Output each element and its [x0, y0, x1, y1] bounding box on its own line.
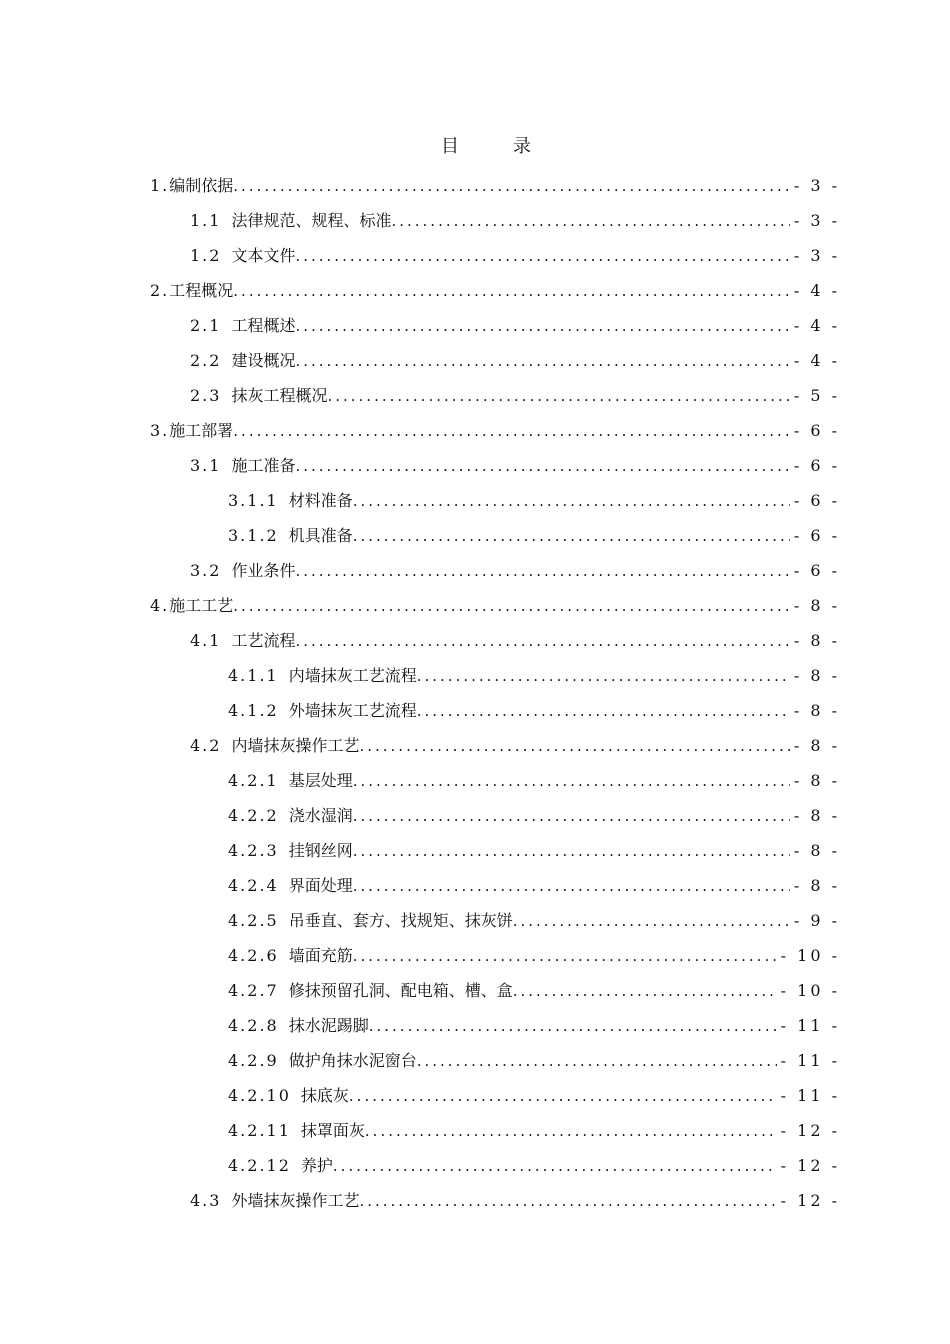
toc-entry-title: 工程概述 — [231, 316, 296, 335]
toc-entry-number: 2. — [150, 281, 170, 300]
toc-leader-dots — [349, 1079, 777, 1114]
toc-entry-number: 4.1 — [190, 631, 222, 650]
toc-entry-title: 作业条件 — [231, 561, 296, 580]
toc-leader-dots — [353, 764, 790, 799]
toc-entry[interactable] — [150, 378, 840, 413]
toc-entry-number: 4.2 — [190, 736, 222, 755]
toc-entry-title: 机具准备 — [288, 526, 353, 545]
toc-entry-page-number: - 11 - — [780, 1051, 840, 1070]
toc-entry-number: 3. — [150, 421, 170, 440]
toc-entry-number: 4.2.6 — [228, 946, 279, 965]
toc-leader-dots — [417, 659, 790, 694]
toc-entry-number: 1.2 — [190, 246, 222, 265]
toc-entry-title: 文本文件 — [231, 246, 296, 265]
toc-leader-dots — [353, 484, 790, 519]
toc-entry-title: 养护 — [300, 1156, 333, 1175]
toc-leader-dots — [233, 169, 790, 204]
toc-entry-number: 4.2.4 — [228, 876, 279, 895]
toc-entry-page-number: - 6 - — [793, 561, 840, 580]
toc-entry-title: 建设概况 — [231, 351, 296, 370]
toc-entry-number: 4.2.10 — [228, 1086, 291, 1105]
toc-entry-number: 4.2.7 — [228, 981, 279, 1000]
toc-entry-page-number: - 3 - — [793, 211, 840, 230]
toc-entry[interactable] — [150, 343, 840, 378]
toc-entry-page-number: - 5 - — [793, 386, 840, 405]
toc-entry-title: 界面处理 — [288, 876, 353, 895]
toc-entry[interactable] — [150, 448, 840, 483]
toc-entry-title: 工艺流程 — [231, 631, 296, 650]
toc-entry-page-number: - 9 - — [793, 911, 840, 930]
toc-entry-title: 修抹预留孔洞、配电箱、槽、盒 — [288, 981, 513, 1000]
toc-leader-dots — [295, 239, 789, 274]
toc-leader-dots — [353, 939, 777, 974]
toc-entry-number: 4.2.12 — [228, 1156, 291, 1175]
toc-leader-dots — [295, 554, 789, 589]
toc-entry-page-number: - 11 - — [780, 1016, 840, 1035]
toc-leader-dots — [353, 834, 790, 869]
toc-leader-dots — [327, 379, 789, 414]
toc-leader-dots — [417, 694, 790, 729]
toc-entry[interactable] — [150, 1078, 840, 1113]
toc-entry-number: 4.2.1 — [228, 771, 279, 790]
toc-leader-dots — [513, 974, 777, 1009]
toc-entry[interactable] — [150, 1113, 840, 1148]
toc-entry-title: 抹水泥踢脚 — [288, 1016, 369, 1035]
toc-entry[interactable] — [150, 728, 840, 763]
toc-leader-dots — [369, 1009, 777, 1044]
toc-entry-title: 抹底灰 — [300, 1086, 349, 1105]
toc-entry-title: 内墙抹灰操作工艺 — [231, 736, 360, 755]
table-of-contents — [150, 168, 840, 1218]
toc-entry-page-number: - 10 - — [780, 981, 840, 1000]
toc-entry-title: 浇水湿润 — [288, 806, 353, 825]
toc-entry-title: 编制依据 — [169, 176, 234, 195]
toc-entry-page-number: - 12 - — [780, 1156, 840, 1175]
toc-entry[interactable] — [150, 623, 840, 658]
toc-entry-title: 外墙抹灰工艺流程 — [288, 701, 417, 720]
toc-entry-page-number: - 8 - — [793, 666, 840, 685]
toc-leader-dots — [353, 869, 790, 904]
toc-leader-dots — [233, 414, 790, 449]
toc-entry-page-number: - 8 - — [793, 596, 840, 615]
toc-entry[interactable] — [150, 413, 840, 448]
toc-entry-page-number: - 6 - — [793, 526, 840, 545]
toc-entry[interactable] — [150, 553, 840, 588]
toc-entry-title: 施工工艺 — [169, 596, 234, 615]
toc-entry-number: 3.2 — [190, 561, 222, 580]
toc-leader-dots — [359, 1184, 776, 1219]
toc-entry[interactable] — [150, 273, 840, 308]
toc-entry-title: 墙面充筋 — [288, 946, 353, 965]
toc-leader-dots — [233, 274, 790, 309]
toc-entry-title: 外墙抹灰操作工艺 — [231, 1191, 360, 1210]
toc-entry-number: 4.3 — [190, 1191, 222, 1210]
toc-leader-dots — [233, 589, 790, 624]
toc-entry-number: 4.2.5 — [228, 911, 279, 930]
toc-entry-page-number: - 6 - — [793, 421, 840, 440]
toc-entry-title: 工程概况 — [169, 281, 234, 300]
toc-entry-page-number: - 8 - — [793, 701, 840, 720]
toc-title: 目 录 — [441, 136, 549, 157]
toc-entry[interactable] — [150, 483, 840, 518]
toc-entry-number: 2.1 — [190, 316, 222, 335]
toc-entry[interactable] — [150, 308, 840, 343]
toc-entry[interactable] — [150, 973, 840, 1008]
toc-entry[interactable] — [150, 903, 840, 938]
toc-leader-dots — [295, 624, 789, 659]
toc-entry-number: 4.2.11 — [228, 1121, 291, 1140]
toc-entry-number: 4.2.3 — [228, 841, 279, 860]
toc-leader-dots — [295, 449, 789, 484]
toc-leader-dots — [359, 729, 789, 764]
toc-entry[interactable] — [150, 833, 840, 868]
toc-entry-number: 3.1 — [190, 456, 222, 475]
toc-entry[interactable] — [150, 238, 840, 273]
toc-entry-page-number: - 12 - — [780, 1121, 840, 1140]
toc-entry-title: 内墙抹灰工艺流程 — [288, 666, 417, 685]
toc-entry-number: 4.2.8 — [228, 1016, 279, 1035]
toc-entry[interactable] — [150, 588, 840, 623]
toc-leader-dots — [391, 204, 789, 239]
toc-entry-title: 抹罩面灰 — [300, 1121, 365, 1140]
toc-leader-dots — [417, 1044, 777, 1079]
toc-entry-page-number: - 4 - — [793, 316, 840, 335]
toc-entry-number: 2.2 — [190, 351, 222, 370]
toc-entry-number: 4. — [150, 596, 170, 615]
toc-leader-dots — [353, 519, 790, 554]
toc-entry-page-number: - 6 - — [793, 491, 840, 510]
toc-leader-dots — [353, 799, 790, 834]
toc-entry-number: 3.1.2 — [228, 526, 279, 545]
toc-entry-page-number: - 8 - — [793, 771, 840, 790]
toc-entry[interactable] — [150, 938, 840, 973]
toc-entry-title: 做护角抹水泥窗台 — [288, 1051, 417, 1070]
toc-entry-page-number: - 8 - — [793, 876, 840, 895]
toc-leader-dots — [333, 1149, 777, 1184]
toc-entry-number: 4.1.1 — [228, 666, 279, 685]
toc-leader-dots — [513, 904, 790, 939]
toc-entry-page-number: - 8 - — [793, 736, 840, 755]
toc-entry[interactable] — [150, 1008, 840, 1043]
toc-entry-title: 挂钢丝网 — [288, 841, 353, 860]
toc-entry-page-number: - 11 - — [780, 1086, 840, 1105]
toc-entry[interactable] — [150, 693, 840, 728]
toc-entry[interactable] — [150, 203, 840, 238]
toc-entry-number: 4.2.2 — [228, 806, 279, 825]
toc-leader-dots — [295, 309, 789, 344]
toc-entry-title: 吊垂直、套方、找规矩、抹灰饼 — [288, 911, 513, 930]
toc-entry-page-number: - 8 - — [793, 631, 840, 650]
toc-entry[interactable] — [150, 168, 840, 203]
toc-entry-page-number: - 4 - — [793, 351, 840, 370]
toc-entry-number: 2.3 — [190, 386, 222, 405]
toc-entry-number: 4.2.9 — [228, 1051, 279, 1070]
toc-entry-page-number: - 3 - — [793, 176, 840, 195]
toc-entry-page-number: - 8 - — [793, 841, 840, 860]
toc-entry-page-number: - 12 - — [780, 1191, 840, 1210]
toc-leader-dots — [365, 1114, 777, 1149]
toc-entry-page-number: - 10 - — [780, 946, 840, 965]
toc-entry-title: 抹灰工程概况 — [231, 386, 328, 405]
toc-entry-page-number: - 6 - — [793, 456, 840, 475]
toc-entry[interactable] — [150, 798, 840, 833]
toc-entry-page-number: - 3 - — [793, 246, 840, 265]
toc-entry-title: 基层处理 — [288, 771, 353, 790]
toc-entry[interactable] — [150, 1043, 840, 1078]
toc-entry-title: 施工准备 — [231, 456, 296, 475]
toc-entry[interactable] — [150, 518, 840, 553]
toc-entry-number: 4.1.2 — [228, 701, 279, 720]
toc-entry-page-number: - 8 - — [793, 806, 840, 825]
toc-entry-number: 1. — [150, 176, 170, 195]
toc-entry-title: 施工部署 — [169, 421, 234, 440]
toc-entry[interactable] — [150, 763, 840, 798]
toc-leader-dots — [295, 344, 789, 379]
toc-entry-title: 法律规范、规程、标准 — [231, 211, 392, 230]
toc-entry[interactable] — [150, 1183, 840, 1218]
toc-entry-number: 1.1 — [190, 211, 222, 230]
toc-entry-title: 材料准备 — [288, 491, 353, 510]
toc-entry-number: 3.1.1 — [228, 491, 279, 510]
toc-entry[interactable] — [150, 868, 840, 903]
toc-entry[interactable] — [150, 1148, 840, 1183]
toc-entry[interactable] — [150, 658, 840, 693]
toc-entry-page-number: - 4 - — [793, 281, 840, 300]
